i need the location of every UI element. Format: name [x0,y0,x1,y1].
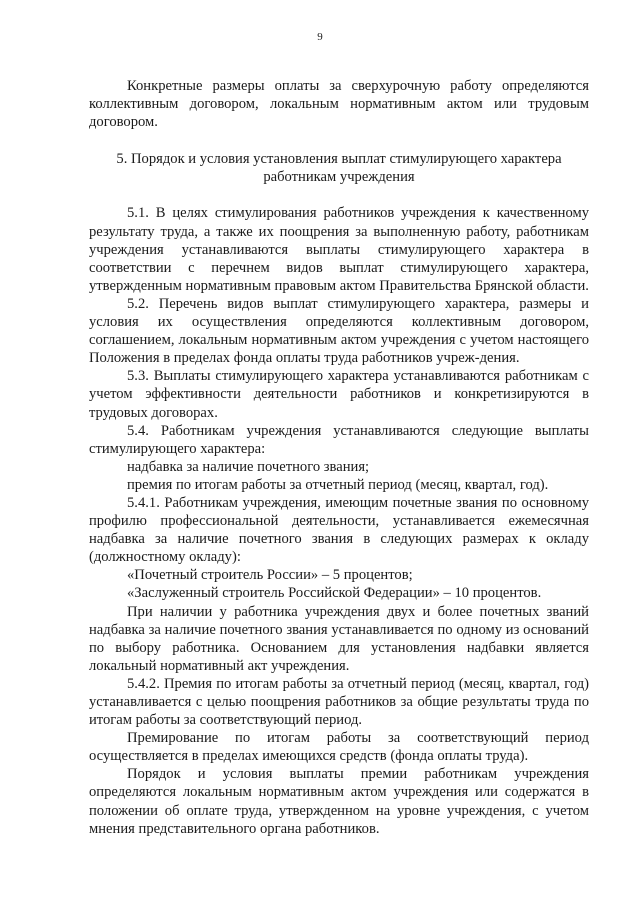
paragraph-5-4-item-2: премия по итогам работы за отчетный период (месяц, квартал, год). [127,476,549,493]
paragraph-5-4-item-1: надбавка за наличие почетного звания; [127,458,370,475]
paragraph-5-4-1-note: При наличии у работника учреждения двух и более почетных званий надбавка за наличие почетного звания устанавливается по одному из оснований по выбору работника. Основанием для установления надбавки является локальный нормативный акт учреждения. [89,603,589,674]
paragraph-5-4: 5.4. Работникам учреждения устанавливаются следующие выплаты стимулирующего характера: [89,422,589,457]
section-heading-line1: 5. Порядок и условия установления выплат стимулирующего характера [116,151,562,168]
paragraph-5-1: 5.1. В целях стимулирования работников учреждения к качественному результату труда, а также их поощрения за выполненную работу, работникам учреждения устанавливаются выплаты стимулирующего характера в соответствии с перечнем видов выплат стимулирующего характера, утвержденным нормативным правовым актом Правительства Брянской области. [89,205,589,294]
page-number: 9 [317,31,323,43]
paragraph-5-4-1: 5.4.1. Работникам учреждения, имеющим почетные звания по основному профилю профессиональной деятельности, устанавливается ежемесячная надбавка за наличие почетного звания в следующих размерах к окладу (должностному окладу): [89,494,589,566]
section-heading-line2: работникам учреждения [263,169,415,186]
paragraph-5-3: 5.3. Выплаты стимулирующего характера устанавливаются работникам с учетом эффективности деятельности работников и конкретизируются в трудовых договорах. [89,368,589,421]
paragraph-5-4-2: 5.4.2. Премия по итогам работы за отчетный период (месяц, квартал, год) устанавливается с целью поощрения работников за общие результаты труда по итогам работы за соответствующий период. [89,675,589,729]
paragraph-5-2: 5.2. Перечень видов выплат стимулирующего характера, размеры и условия их осуществления определяются коллективным договором, соглашением, локальным нормативным актом учреждения с учетом настоящего Положения в пределах фонда оплаты труда работников учреж-дения. [89,295,589,367]
spacer [89,186,589,204]
paragraph-5-4-2-b: Премирование по итогам работы за соответствующий период осуществляется в пределах имеющихся средств (фонда оплаты труда). [89,730,589,765]
intro-paragraph: Конкретные размеры оплаты за сверхурочную работу определяются коллективным договором, локальным нормативным актом или трудовым договором. [89,78,589,131]
paragraph-5-4-2-c: Порядок и условия выплаты премии работникам учреждения определяются локальным нормативным актом учреждения или содержатся в положении об оплате труда, утвержденном на уровне учреждения, с учетом мнения представительного органа работников. [89,766,589,837]
section-heading [89,150,589,186]
paragraph-5-4-1-item-1: «Почетный строитель России» – 5 процентов; [127,567,413,584]
document-body [89,77,589,838]
paragraph-5-4-1-item-2: «Заслуженный строитель Российской Федерации» – 10 процентов. [127,585,542,602]
spacer [89,131,589,150]
